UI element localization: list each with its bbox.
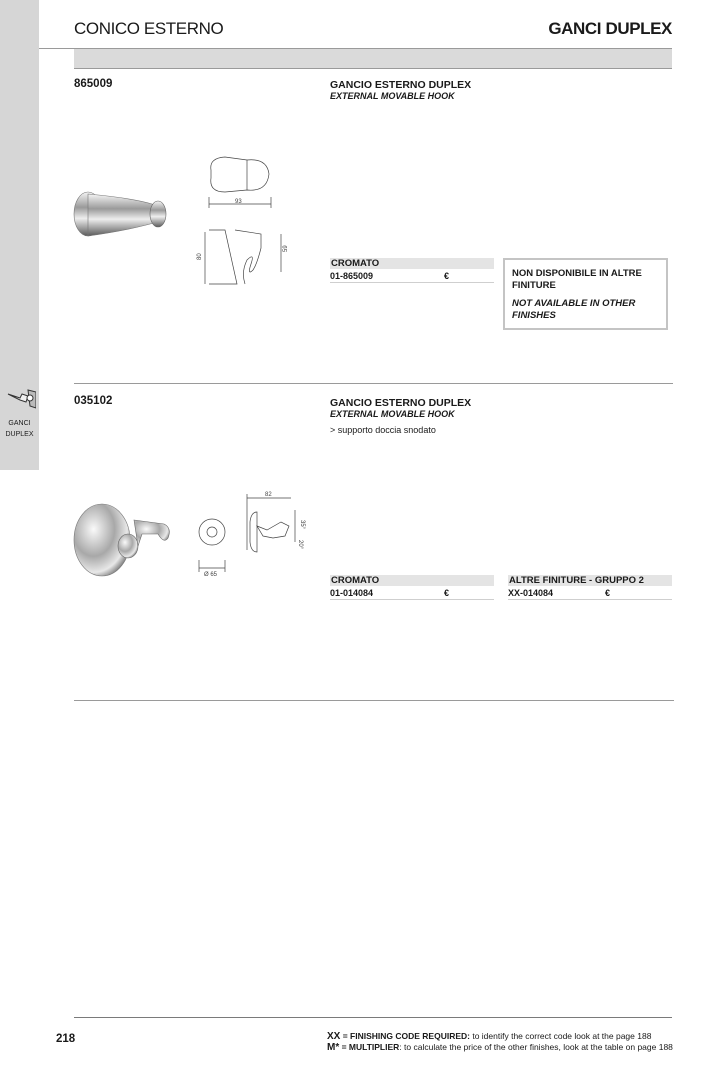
note-english: NOT AVAILABLE IN OTHER FINISHES (512, 298, 636, 321)
sidebar-label-ganci: GANCI (8, 420, 31, 427)
finish-header: CROMATO (330, 575, 494, 586)
footer-key-m: M* (327, 1042, 340, 1053)
technical-drawing (195, 490, 320, 580)
product-photo-support (72, 498, 182, 578)
finish-table (330, 575, 494, 600)
dim-hook: 59 (283, 245, 289, 252)
dim-angle-2: 20° (297, 540, 303, 550)
page-number: 218 (56, 1033, 76, 1045)
footer-bold-1: = FINISHING CODE REQUIRED: (340, 1031, 470, 1041)
footer-rule (74, 1017, 672, 1018)
other-finish-table (508, 575, 672, 600)
product-code: 035102 (74, 395, 113, 407)
footer-line-1 (327, 1031, 651, 1042)
other-price-currency: € (605, 588, 611, 598)
product-description: > supporto doccia snodato (330, 425, 436, 435)
header-left-title: CONICO ESTERNO (74, 19, 224, 38)
header-right-title: GANCI DUPLEX (548, 19, 672, 38)
sidebar-label-duplex: DUPLEX (5, 431, 34, 438)
availability-note (503, 258, 668, 330)
other-finish-code: XX-014084 (508, 588, 554, 598)
dim-width: 82 (265, 492, 272, 498)
finish-row (330, 588, 494, 600)
technical-drawing (195, 152, 295, 292)
footer-bold-2: = MULTIPLIER (339, 1042, 400, 1052)
finish-row (330, 271, 494, 283)
product-subtitle: EXTERNAL MOVABLE HOOK (330, 409, 455, 419)
product-subtitle: EXTERNAL MOVABLE HOOK (330, 91, 455, 101)
hook-icon (6, 384, 36, 414)
product-code: 865009 (74, 78, 113, 90)
other-finish-row (508, 588, 672, 600)
footer-text-1: to identify the correct code look at the page 188 (469, 1031, 652, 1041)
price-currency: € (444, 588, 450, 598)
section-divider (74, 700, 674, 701)
product-title: GANCIO ESTERNO DUPLEX (330, 79, 472, 91)
section-divider (74, 383, 673, 384)
footer-key-xx: XX (327, 1031, 341, 1042)
dim-height: 80 (197, 253, 203, 260)
header-band (74, 49, 672, 69)
product-title: GANCIO ESTERNO DUPLEX (330, 397, 472, 409)
note-italian: NON DISPONIBILE IN ALTRE FINITURE (512, 268, 642, 291)
finish-code: 01-865009 (330, 271, 374, 281)
price-currency: € (444, 271, 450, 281)
finish-code: 01-014084 (330, 588, 374, 598)
other-finish-header: ALTRE FINITURE - GRUPPO 2 (508, 575, 672, 586)
product-photo-hook (72, 190, 172, 240)
dim-diameter: Ø 65 (204, 572, 218, 578)
dim-angle-1: 35° (299, 520, 305, 530)
footer-line-2 (327, 1042, 673, 1053)
finish-header: CROMATO (330, 258, 494, 269)
finish-table (330, 258, 494, 283)
footer-text-2: : to calculate the price of the other finishes, look at the table on page 188 (399, 1042, 673, 1052)
dim-width: 93 (235, 199, 242, 205)
